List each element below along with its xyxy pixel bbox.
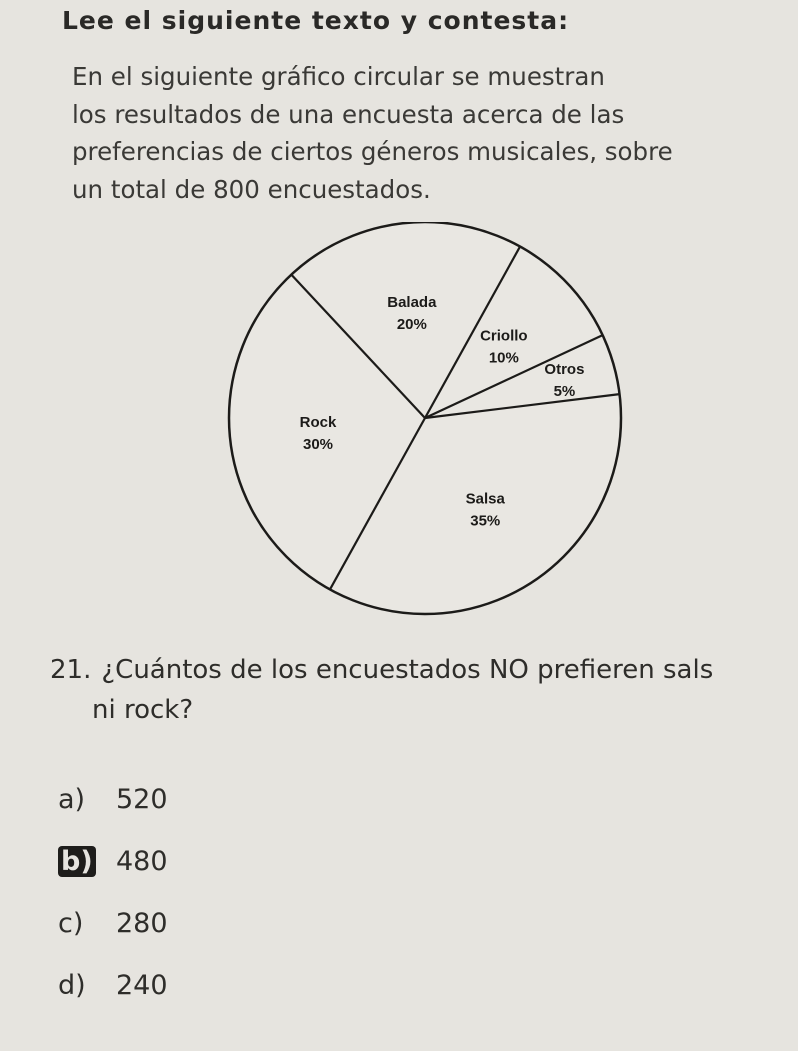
intro-line: un total de 800 encuestados.	[72, 174, 431, 204]
page-heading: Lee el siguiente texto y contesta:	[62, 6, 570, 35]
option-d[interactable]	[58, 954, 168, 1016]
option-value: 520	[116, 783, 168, 815]
option-value: 240	[116, 969, 168, 1001]
question-number: 21.	[50, 655, 92, 685]
option-letter: a)	[58, 783, 86, 815]
intro-line: En el siguiente gráfico circular se muestran	[72, 62, 605, 91]
slice-label: Rock	[299, 414, 337, 432]
slice-percent: 20%	[396, 316, 427, 334]
slice-percent: 5%	[553, 383, 576, 401]
option-a[interactable]	[58, 768, 168, 830]
intro-line: preferencias de ciertos géneros musicales, sobre	[72, 137, 673, 166]
slice-percent: 35%	[470, 512, 501, 530]
slice-label: Salsa	[465, 490, 505, 508]
slice-label: Criollo	[480, 327, 528, 345]
slice-percent: 30%	[302, 436, 334, 454]
question-text-line2: ni rock?	[92, 695, 194, 725]
question-text-line1: ¿Cuántos de los encuestados NO prefieren sals	[101, 655, 714, 685]
pie-chart	[225, 222, 635, 632]
question	[50, 650, 798, 730]
slice-percent: 10%	[488, 349, 519, 367]
option-c[interactable]	[58, 892, 168, 954]
intro-line: los resultados de una encuesta acerca de las	[72, 99, 625, 129]
option-letter: d)	[58, 969, 86, 1001]
option-value: 480	[116, 845, 168, 877]
option-b[interactable]	[58, 830, 168, 892]
slice-label: Otros	[544, 361, 585, 379]
option-value: 280	[116, 907, 168, 939]
option-letter: c)	[58, 907, 84, 939]
slice-label: Balada	[387, 294, 437, 312]
intro-paragraph	[72, 58, 772, 208]
option-letter-marked: b)	[58, 846, 116, 877]
answer-options	[58, 768, 168, 1016]
